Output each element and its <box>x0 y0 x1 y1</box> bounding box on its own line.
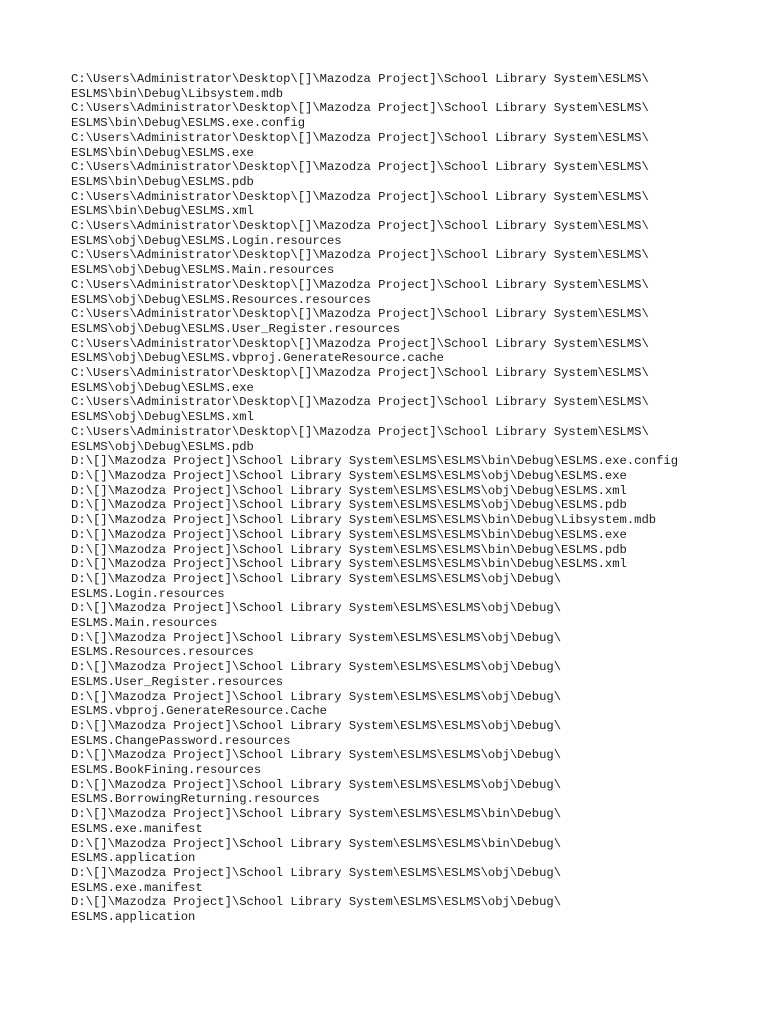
file-path-line: ESLMS\obj\Debug\ESLMS.Login.resources <box>71 233 342 248</box>
file-path-line: ESLMS\obj\Debug\ESLMS.Main.resources <box>71 263 335 278</box>
file-path-line: ESLMS.BorrowingReturning.resources <box>71 792 320 807</box>
document-page <box>71 72 731 925</box>
file-path-line: D:\[]\Mazodza Project]\School Library System\ESLMS\ESLMS\obj\Debug\ <box>71 630 562 645</box>
file-path-line: C:\Users\Administrator\Desktop\[]\Mazodza Project]\School Library System\ESLMS\ <box>71 130 649 145</box>
file-path-line: C:\Users\Administrator\Desktop\[]\Mazodza Project]\School Library System\ESLMS\ <box>71 189 649 204</box>
file-path-line: C:\Users\Administrator\Desktop\[]\Mazodza Project]\School Library System\ESLMS\ <box>71 336 649 351</box>
file-path-line: ESLMS\obj\Debug\ESLMS.Resources.resources <box>71 292 371 307</box>
file-path-line: D:\[]\Mazodza Project]\School Library System\ESLMS\ESLMS\obj\Debug\ <box>71 601 562 616</box>
file-path-line: ESLMS.ChangePassword.resources <box>71 733 291 748</box>
file-path-line: ESLMS\bin\Debug\Libsystem.mdb <box>71 86 284 101</box>
file-path-line: C:\Users\Administrator\Desktop\[]\Mazodza Project]\School Library System\ESLMS\ <box>71 424 649 439</box>
file-path-line: D:\[]\Mazodza Project]\School Library System\ESLMS\ESLMS\bin\Debug\ESLMS.exe <box>71 527 627 542</box>
file-path-line: C:\Users\Administrator\Desktop\[]\Mazodza Project]\School Library System\ESLMS\ <box>71 277 649 292</box>
file-path-line: ESLMS\obj\Debug\ESLMS.exe <box>71 380 254 395</box>
file-path-line: D:\[]\Mazodza Project]\School Library System\ESLMS\ESLMS\bin\Debug\Libsystem.mdb <box>71 513 657 528</box>
file-path-line: D:\[]\Mazodza Project]\School Library System\ESLMS\ESLMS\bin\Debug\ <box>71 807 562 822</box>
file-path-line: ESLMS.application <box>71 851 196 866</box>
file-path-line: D:\[]\Mazodza Project]\School Library System\ESLMS\ESLMS\obj\Debug\ <box>71 895 562 910</box>
file-path-line: ESLMS.exe.manifest <box>71 821 203 836</box>
file-path-line: D:\[]\Mazodza Project]\School Library System\ESLMS\ESLMS\bin\Debug\ESLMS.exe.config <box>71 454 679 469</box>
file-path-line: ESLMS\obj\Debug\ESLMS.pdb <box>71 439 254 454</box>
file-path-line: D:\[]\Mazodza Project]\School Library System\ESLMS\ESLMS\bin\Debug\ <box>71 836 562 851</box>
file-path-line: ESLMS.User_Register.resources <box>71 674 284 689</box>
file-path-line: C:\Users\Administrator\Desktop\[]\Mazodza Project]\School Library System\ESLMS\ <box>71 248 649 263</box>
file-path-line: D:\[]\Mazodza Project]\School Library System\ESLMS\ESLMS\obj\Debug\ <box>71 660 562 675</box>
file-path-line: D:\[]\Mazodza Project]\School Library System\ESLMS\ESLMS\obj\Debug\ <box>71 718 562 733</box>
file-path-line: ESLMS.exe.manifest <box>71 880 203 895</box>
file-path-line: ESLMS.BookFining.resources <box>71 763 262 778</box>
file-path-line: ESLMS.vbproj.GenerateResource.Cache <box>71 704 327 719</box>
file-path-line: D:\[]\Mazodza Project]\School Library System\ESLMS\ESLMS\bin\Debug\ESLMS.pdb <box>71 542 627 557</box>
file-path-list <box>71 72 731 925</box>
file-path-line: C:\Users\Administrator\Desktop\[]\Mazodza Project]\School Library System\ESLMS\ <box>71 72 649 86</box>
file-path-line: ESLMS\bin\Debug\ESLMS.xml <box>71 204 254 219</box>
file-path-line: D:\[]\Mazodza Project]\School Library System\ESLMS\ESLMS\bin\Debug\ESLMS.xml <box>71 557 627 572</box>
file-path-line: ESLMS\obj\Debug\ESLMS.User_Register.resources <box>71 321 401 336</box>
file-path-line: D:\[]\Mazodza Project]\School Library System\ESLMS\ESLMS\obj\Debug\ESLMS.exe <box>71 468 627 483</box>
file-path-line: D:\[]\Mazodza Project]\School Library System\ESLMS\ESLMS\obj\Debug\ <box>71 777 562 792</box>
file-path-line: ESLMS\obj\Debug\ESLMS.vbproj.GenerateResource.cache <box>71 351 444 366</box>
file-path-line: D:\[]\Mazodza Project]\School Library System\ESLMS\ESLMS\obj\Debug\ESLMS.pdb <box>71 498 627 513</box>
file-path-line: C:\Users\Administrator\Desktop\[]\Mazodza Project]\School Library System\ESLMS\ <box>71 395 649 410</box>
file-path-line: C:\Users\Administrator\Desktop\[]\Mazodza Project]\School Library System\ESLMS\ <box>71 366 649 381</box>
file-path-line: ESLMS.application <box>71 910 196 925</box>
file-path-line: ESLMS.Main.resources <box>71 616 218 631</box>
file-path-line: ESLMS\bin\Debug\ESLMS.exe.config <box>71 116 306 131</box>
file-path-line: ESLMS.Login.resources <box>71 586 225 601</box>
file-path-line: C:\Users\Administrator\Desktop\[]\Mazodza Project]\School Library System\ESLMS\ <box>71 307 649 322</box>
file-path-line: ESLMS\bin\Debug\ESLMS.pdb <box>71 174 254 189</box>
file-path-line: D:\[]\Mazodza Project]\School Library System\ESLMS\ESLMS\obj\Debug\ <box>71 865 562 880</box>
file-path-line: D:\[]\Mazodza Project]\School Library System\ESLMS\ESLMS\obj\Debug\ <box>71 748 562 763</box>
file-path-line: D:\[]\Mazodza Project]\School Library System\ESLMS\ESLMS\obj\Debug\ <box>71 571 562 586</box>
file-path-line: C:\Users\Administrator\Desktop\[]\Mazodza Project]\School Library System\ESLMS\ <box>71 160 649 175</box>
file-path-line: D:\[]\Mazodza Project]\School Library System\ESLMS\ESLMS\obj\Debug\ <box>71 689 562 704</box>
file-path-line: C:\Users\Administrator\Desktop\[]\Mazodza Project]\School Library System\ESLMS\ <box>71 219 649 234</box>
file-path-line: D:\[]\Mazodza Project]\School Library System\ESLMS\ESLMS\obj\Debug\ESLMS.xml <box>71 483 627 498</box>
file-path-line: C:\Users\Administrator\Desktop\[]\Mazodza Project]\School Library System\ESLMS\ <box>71 101 649 116</box>
file-path-line: ESLMS\bin\Debug\ESLMS.exe <box>71 145 254 160</box>
file-path-line: ESLMS\obj\Debug\ESLMS.xml <box>71 410 254 425</box>
file-path-line: ESLMS.Resources.resources <box>71 645 254 660</box>
